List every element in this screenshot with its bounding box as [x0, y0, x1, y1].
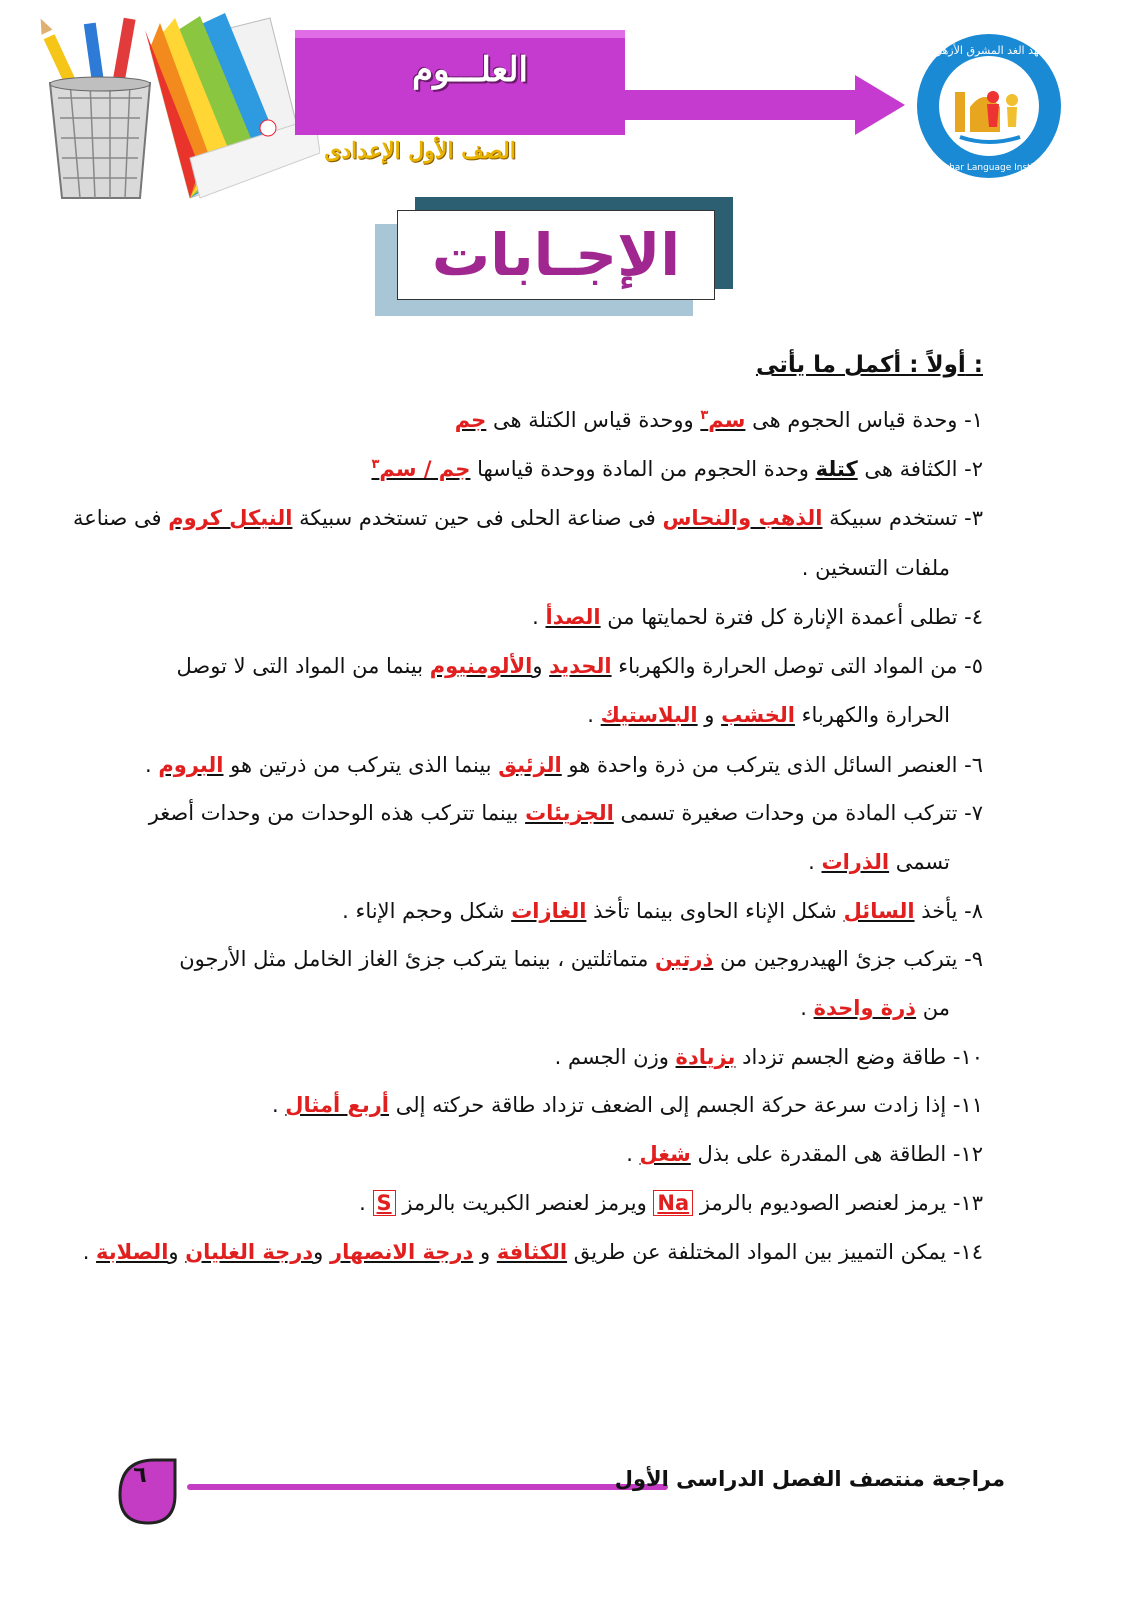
q14-text-e: . — [82, 1240, 97, 1264]
question-10 — [555, 1045, 983, 1070]
question-7-continued — [808, 850, 950, 875]
q14-text-d: و — [168, 1240, 186, 1264]
question-5-continued — [587, 703, 950, 728]
q7-text-b: بينما تتركب هذه الوحدات من وحدات أصغر — [148, 801, 526, 825]
q11-text-b: . — [271, 1093, 286, 1117]
answer: الصلابة — [96, 1240, 169, 1264]
answer: جم — [454, 408, 487, 432]
question-7 — [149, 801, 983, 826]
q3-text-c: فى صناعة — [72, 506, 169, 530]
q6-text-c: . — [144, 753, 159, 777]
answer: الذرات — [821, 850, 890, 874]
answer: سم$^٣$ — [700, 408, 746, 432]
q5-cont-c: . — [587, 703, 601, 727]
answer: الجزيئات — [525, 801, 614, 825]
answers-title: الإجـابات — [431, 221, 681, 289]
answer: البروم — [158, 753, 224, 777]
institute-logo — [915, 32, 1063, 180]
q7-cont-b: . — [808, 850, 822, 874]
answer: درجة الغليان — [185, 1240, 314, 1264]
q3-text-b: فى صناعة الحلى فى حين تستخدم سبيكة — [292, 506, 663, 530]
answer: الصدأ — [545, 605, 601, 629]
q14-text-b: و — [473, 1240, 497, 1264]
q13-text-a: ١٣- يرمز لعنصر الصوديوم بالرمز — [693, 1191, 983, 1215]
q13-text-c: . — [359, 1191, 373, 1215]
pencil-cup-icon — [50, 77, 150, 198]
answer: البلاستيك — [600, 703, 698, 727]
q7-text-a: ٧- تتركب المادة من وحدات صغيرة تسمى — [613, 801, 983, 825]
page-number: ٦ — [133, 1463, 147, 1488]
q14-text-c: و — [313, 1240, 330, 1264]
question-13 — [359, 1191, 983, 1216]
q14-text-a: ١٤- يمكن التمييز بين المواد المختلفة عن طريق — [567, 1240, 983, 1264]
q5-text-b: و — [532, 654, 550, 678]
section-heading: أولاً : أكمل ما يأتى : — [755, 352, 983, 378]
question-1 — [455, 408, 983, 433]
answers-title-box — [397, 210, 715, 300]
answer: الكثافة — [496, 1240, 568, 1264]
subject-title: العلـــوم — [412, 50, 528, 90]
q9-cont-b: . — [800, 996, 814, 1020]
question-8 — [342, 899, 983, 924]
answer: الحديد — [549, 654, 612, 678]
q8-text-b: شكل الإناء الحاوى بينما تأخذ — [586, 899, 844, 923]
color-fan-icon — [145, 13, 320, 198]
question-12 — [626, 1142, 983, 1167]
q1-text-a: ١- وحدة قياس الحجوم هى — [745, 408, 983, 432]
answer: S — [373, 1190, 396, 1216]
answer: جم / سم$^٣$ — [371, 457, 471, 481]
q5-cont-b: و — [697, 703, 722, 727]
question-2 — [371, 457, 983, 482]
answer: ذرتين — [655, 947, 714, 971]
answer: الزئبق — [498, 753, 562, 777]
answer: الألومنيوم — [429, 654, 533, 678]
question-14 — [83, 1240, 983, 1265]
logo-text-top: معهد الغد المشرق الأزهري — [927, 44, 1051, 57]
q7-cont-a: تسمى — [889, 850, 950, 874]
q12-text-a: ١٢- الطاقة هى المقدرة على بذل — [690, 1142, 983, 1166]
q1-text-b: ووحدة قياس الكتلة هى — [486, 408, 701, 432]
question-6 — [145, 753, 983, 778]
pencil-cup-illustration — [40, 8, 320, 203]
answer: السائل — [843, 899, 915, 923]
q13-text-b: ويرمز لعنصر الكبريت بالرمز — [395, 1191, 654, 1215]
logo-text-bottom: Al-Azhar Language Institute — [926, 163, 1052, 173]
q9-text-a: ٩- يتركب جزئ الهيدروجين من — [713, 947, 983, 971]
answer: الخشب — [721, 703, 795, 727]
q6-text-b: بينما الذى يتركب من ذرتين هو — [223, 753, 499, 777]
answer: كتلة — [815, 457, 858, 481]
answer: شغل — [639, 1142, 691, 1166]
answer: درجة الانصهار — [330, 1240, 474, 1264]
q10-text-b: وزن الجسم . — [554, 1045, 676, 1069]
q8-text-a: ٨- يأخذ — [914, 899, 983, 923]
answer: Na — [653, 1190, 693, 1216]
q5-text-c: بينما من المواد التى لا توصل — [176, 654, 430, 678]
question-9 — [179, 947, 983, 972]
question-9-continued — [800, 996, 950, 1021]
q3-text-a: ٣- تستخدم سبيكة — [822, 506, 983, 530]
answer: أربع أمثال — [285, 1093, 390, 1117]
answer: بزيادة — [675, 1045, 736, 1069]
q2-text-a: ٢- الكثافة هى — [857, 457, 983, 481]
q4-text-a: ٤- تطلى أعمدة الإنارة كل فترة لحمايتها من — [600, 605, 983, 629]
q4-text-b: . — [532, 605, 546, 629]
q5-text-a: ٥- من المواد التى توصل الحرارة والكهرباء — [611, 654, 983, 678]
answer: النيكل كروم — [168, 506, 293, 530]
answer: ذرة واحدة — [813, 996, 917, 1020]
q11-text-a: ١١- إذا زادت سرعة حركة الجسم إلى الضعف تزداد طاقة حركته إلى — [389, 1093, 983, 1117]
question-3 — [73, 506, 983, 531]
question-11 — [272, 1093, 983, 1118]
q8-text-c: شكل وحجم الإناء . — [342, 899, 512, 923]
question-3-continued: ملفات التسخين . — [801, 556, 950, 580]
answer: الذهب والنحاس — [662, 506, 823, 530]
q5-cont-a: الحرارة والكهرباء — [794, 703, 950, 727]
q12-text-b: . — [626, 1142, 640, 1166]
q10-text-a: ١٠- طاقة وضع الجسم تزداد — [735, 1045, 983, 1069]
question-4 — [532, 605, 983, 630]
question-5 — [177, 654, 983, 679]
q9-cont-a: من — [916, 996, 950, 1020]
footer-title: مراجعة منتصف الفصل الدراسى الأول — [614, 1467, 1005, 1491]
q9-text-b: متماثلتين ، بينما يتركب جزئ الغاز الخامل مثل الأرجون — [179, 947, 656, 971]
q6-text-a: ٦- العنصر السائل الذى يتركب من ذرة واحدة هو — [561, 753, 983, 777]
q2-text-b: وحدة الحجوم من المادة ووحدة قياسها — [470, 457, 816, 481]
answer: الغازات — [511, 899, 587, 923]
grade-label: الصف الأول الإعدادى — [324, 138, 516, 164]
